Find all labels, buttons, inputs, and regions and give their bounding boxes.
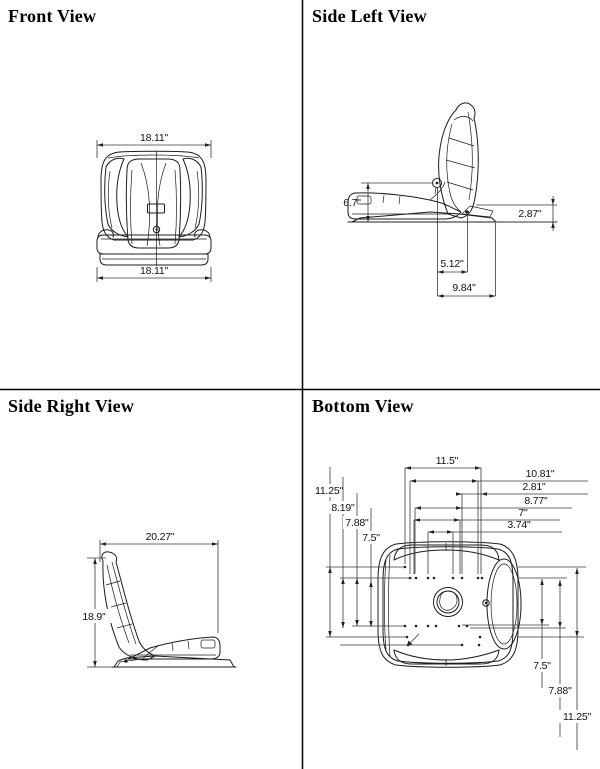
side-left-view-dimensions (343, 183, 557, 298)
front-view-title: Front View (8, 6, 97, 26)
dim-label-bottom-top-2: 10.81" (525, 468, 555, 480)
dim-label-bottom-right-3: 11.25" (562, 711, 592, 723)
dim-label-base-depth: 9.84" (452, 282, 476, 294)
dim-label-bottom-right-2: 7.88" (548, 685, 572, 697)
dim-label-overall-depth: 20.27" (145, 531, 175, 543)
dim-label-bottom-right-1: 7.5" (533, 660, 551, 672)
dim-label-rear-height: 2.87" (518, 208, 542, 220)
dim-label-bottom-top-4: 8.77" (524, 495, 548, 507)
dim-label-bottom-left-1: 11.25" (314, 485, 344, 497)
dim-label-overall-height: 18.9" (82, 611, 106, 623)
dim-label-front-bottom-width: 18.11" (139, 265, 169, 277)
bottom-view-dimensions (312, 455, 595, 750)
dim-label-bottom-top-6: 3.74" (507, 519, 531, 531)
mounting-holes (404, 566, 484, 647)
side-left-view-drawing (348, 103, 557, 222)
dim-label-bottom-top-3: 2.81" (522, 481, 546, 493)
side-right-view-drawing (102, 552, 236, 667)
side-right-view-dimensions (76, 531, 218, 667)
pivot-hole (434, 588, 463, 617)
dim-label-knob-to-hinge: 5.12" (440, 258, 464, 270)
dim-label-front-top-width: 18.11" (139, 132, 169, 144)
dim-label-cushion-height: 6.7" (343, 197, 361, 209)
side-right-view-title: Side Right View (8, 396, 135, 416)
dim-label-bottom-top-1: 11.5" (435, 455, 459, 467)
bottom-view-title: Bottom View (312, 396, 414, 416)
dim-label-bottom-left-2: 8.19" (331, 502, 355, 514)
dim-label-bottom-left-3: 7.88" (345, 517, 369, 529)
bottom-view-drawing (378, 542, 521, 668)
front-view-drawing (97, 151, 211, 266)
dim-label-bottom-top-5: 7" (518, 507, 528, 519)
side-left-view-title: Side Left View (312, 6, 427, 26)
front-view-dimensions (97, 132, 211, 282)
dim-label-bottom-left-4: 7.5" (362, 532, 380, 544)
